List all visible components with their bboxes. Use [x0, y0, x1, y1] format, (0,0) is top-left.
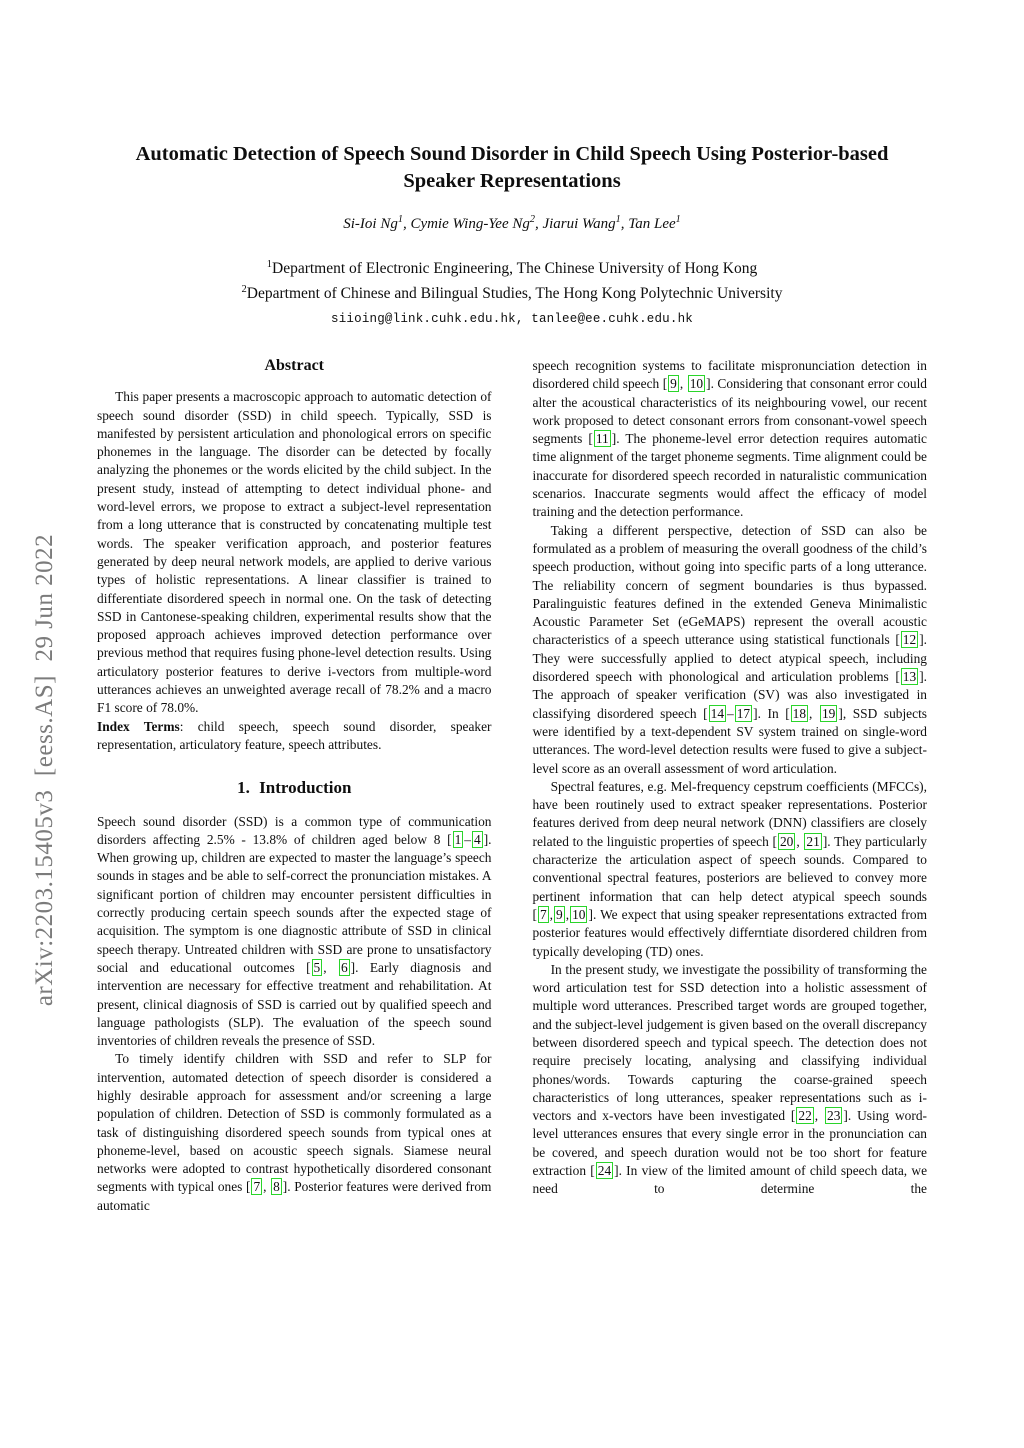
citation-link[interactable]: 14 — [710, 705, 725, 721]
affiliation-2: $^2$Department of Chinese and Bilingual Studies, The Hong Kong Polytechnic University — [241, 283, 783, 302]
citation-link[interactable]: 7 — [539, 906, 547, 922]
index-terms — [97, 718, 492, 755]
introduction-heading — [97, 779, 492, 797]
citation-link[interactable]: 17 — [736, 705, 751, 721]
citation-link[interactable]: 7 — [253, 1179, 261, 1195]
paragraph: To timely identify children with SSD and refer to SLP for intervention, automated detection of speech disorder is considered a highly desirable approach for assessment and/or screening a large population of children. Detection of SSD is commonly formulated as a task of distinguishing disordered speech sounds from typical ones at phoneme-level, based on acoustic speech signals. Siamese neural networks were adopted to contrast hypothetically disordered consonant segments with typical ones [ 7 , 8 ]. Posterior features were derived from automatic — [97, 1051, 492, 1213]
citation-link[interactable]: 19 — [821, 705, 836, 721]
section-title: Introduction — [259, 778, 352, 798]
intro-paragraphs-left — [97, 813, 492, 1216]
superscript: 2 — [241, 283, 247, 295]
superscript: 2 — [529, 214, 535, 225]
index-terms-body: : child speech, speech sound disorder, speaker representation, articulatory feature, speech attributes. — [97, 718, 492, 752]
paragraph: Taking a different perspective, detection of SSD can also be formulated as a problem of measuring the overall goodness of the child’s speech production, without going into specific parts of a long utterance. The reliability concern of segment boundaries is thus bypassed. Paralinguistic features defined in the extended Geneva Minimalistic Acoustic Parameter Set (eGeMAPS) represent the overall acoustic characteristics of a speech utterance using statistical functionals [ 12 ]. They were successfully applied to detect atypical speech, including disordered speech with phonological and articulation problems [ 13 ]. The approach of speaker verification (SV) was also investigated in classifying disordered speech [ 14 – 17 ]. In [ 18 , 19 ], SSD subjects were identified by a text-dependent SV system trained on single-word utterances. The word-level detection results were fused to give a subject-level score as an overall assessment of word articulation. — [532, 522, 927, 776]
citation-link[interactable]: 8 — [273, 1179, 280, 1195]
right-column — [533, 357, 928, 1215]
arxiv-watermark: arXiv:2203.15405v3 [eess.AS] 29 Jun 2022 — [31, 533, 58, 1007]
paragraph: Spectral features, e.g. Mel-frequency cepstrum coefficients (MFCCs), have been routinely used to extract speaker representations. Posterior features derived from deep neural network (DNN) classifiers are closely related to the linguistic properties of speech [ 20 , 21 ]. They particularly characterize the articulation aspect of speech sounds. Compared to conventional spectral features, posteriors are believed to convey more pertinent information that can help detect atypical speech sounds [ 7 , 9 , 10 ]. We expect that using speaker representations extracted from posterior features would effectively differntiate disordered children from typically developing (TD) ones. — [532, 778, 927, 959]
author-list: Si-Ioi Ng$^1$, Cymie Wing-Yee Ng$^2$, Jiarui Wang$^1$, Tan Lee$^1$ — [343, 214, 681, 232]
citation-link[interactable]: 13 — [902, 669, 917, 685]
citation-link[interactable]: 9 — [670, 376, 677, 392]
citation-link[interactable]: 1 — [454, 831, 462, 847]
superscript: 1 — [615, 214, 621, 225]
left-column — [97, 357, 492, 1215]
abstract-heading: Abstract — [264, 357, 325, 374]
section-number: 1. — [237, 778, 250, 798]
citation-link[interactable]: 9 — [556, 906, 563, 922]
superscript: 1 — [675, 214, 681, 225]
affiliation-1: $^1$Department of Electronic Engineering, The Chinese University of Hong Kong — [266, 258, 758, 277]
citation-link[interactable]: 21 — [806, 833, 820, 849]
citation-link[interactable]: 6 — [340, 959, 348, 975]
citation-link[interactable]: 23 — [827, 1108, 841, 1124]
superscript: 1 — [266, 258, 272, 270]
citation-link[interactable]: 12 — [902, 632, 917, 648]
citation-link[interactable]: 10 — [689, 376, 704, 392]
paper-title: Automatic Detection of Speech Sound Disorder in Child Speech Using Posterior-based Speaker Representations — [135, 143, 889, 192]
citation-link[interactable]: 20 — [779, 833, 794, 849]
citation-link[interactable]: 4 — [473, 831, 481, 847]
index-terms-label: Index Terms — [97, 718, 180, 734]
citation-link[interactable]: 22 — [798, 1108, 812, 1124]
paragraph: In the present study, we investigate the possibility of transforming the word articulation test for SSD detection into a holistic assessment of multiple word utterances. Prescribed target words are grouped together, and the subject-level judgement is given based on the overall discrepancy between disordered speech and typical speech. The detection does not require precisely locating, analysing and classifying individual phones/words. Towards capturing the coarse-grained speech characteristics of long utterances, speaker representations such as i-vectors and x-vectors have been investigated [ 22 , 23 ]. Using word-level utterances ensures that every single error in the pronunciation can be covered, and speech duration would not be too short for feature extraction [ 24 ]. In view of the limited amount of child speech data, we need to determine the — [532, 961, 928, 1197]
citation-link[interactable]: 11 — [595, 431, 609, 447]
intro-paragraphs-right — [533, 357, 928, 1199]
citation-link[interactable]: 10 — [572, 906, 586, 922]
citation-link[interactable]: 18 — [792, 705, 807, 721]
citation-link[interactable]: 24 — [597, 1163, 612, 1179]
citation-link[interactable]: 5 — [313, 959, 321, 975]
abstract-paragraph: This paper presents a macroscopic approach to automatic detection of speech sound disorder (SSD) in child speech. Typically, SSD is manifested by persistent articulation and phonological errors on specific phonemes in the language. The disorder can be detected by focally analyzing the phonemes or the words elicited by the child subject. In the present study, instead of attempting to detect individual phone- and word-level errors, we propose to extract a subject-level representation from a long utterance that is constructed by concatenating multiple test words. The speaker verification approach, and posterior features generated by deep neural network models, are applied to derive various types of holistic representations. A linear classifier is trained to differentiate disordered speech in normal one. On the task of detecting SSD in Cantonese-speaking children, experimental results show that the proposed approach achieves improved detection performance over previous method that requires fusing phone-level detection results. Using articulatory posterior features to derive i-vectors from multiple-word utterances achieves an unweighted average recall of 78.2% and a macro F1 score of 78.0%. — [97, 389, 492, 716]
two-column-body — [0, 357, 1024, 1215]
author-emails: siioing@link.cuhk.edu.hk, tanlee@ee.cuhk.edu.hk — [331, 312, 693, 326]
superscript: 1 — [397, 214, 403, 225]
paragraph: Speech sound disorder (SSD) is a common type of communication disorders affecting 2.5% - 13.8% of children aged below 8 [ 1 – 4 ]. When growing up, children are expected to master the language’s speech sounds in stages and be able to self-correct the pronunciation mistakes. A significant portion of children may encounter persistent difficulties in correctly producing certain speech sounds after the expected stage of acquisition. The symptom is one diagnostic attribute of SSD in clinical speech therapy. Untreated children with SSD are prone to unsatisfactory social and educational outcomes [ 5 , 6 ]. Early diagnosis and intervention are necessary for effective treatment and rehabilitation. At present, clinical diagnosis of SSD is carried out by qualified speech and language pathologists (SLP). The evaluation of the speech sound inventories of children reveals the presence of SSD. — [97, 813, 492, 1049]
affiliations — [0, 256, 1024, 306]
paragraph: speech recognition systems to facilitate mispronunciation detection in disordered child speech [ 9 , 10 ]. Considering that consonant error could alter the acoustical characteristics of its neighbouring vowel, our recent work proposed to detect consonant errors from consonant-vowel speech segments [ 11 ]. The phoneme-level error detection requires automatic time alignment of the target phoneme segments. Time alignment could be inaccurate for disordered speech recorded in naturalistic communication scenarios. Inaccurate segments would affect the efficacy of model training and the detection performance. — [532, 358, 927, 520]
